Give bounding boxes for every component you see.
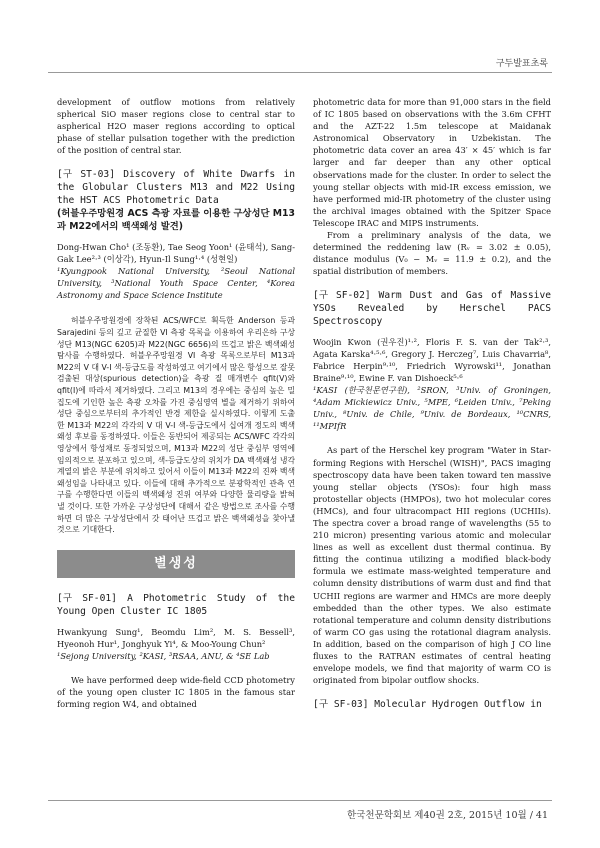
right-column <box>313 96 551 711</box>
header-rule <box>48 72 552 73</box>
st03-authors: Dong-Hwan Cho¹ (조동환), Tae Seog Yoon¹ (윤태석), Sang-Gak Lee²·³ (이상각), Hyun-Il Sung¹·⁴ (성현일) <box>57 242 295 265</box>
sf01-abstract-start: We have performed deep wide-field CCD photometry of the young open cluster IC 1805 in the famous star forming region W4, and obtained <box>57 674 295 709</box>
section-banner: 별생성 <box>57 550 295 578</box>
st03-affiliations: ¹Kyungpook National University, ²Seoul National University, ³National Youth Space Center, ⁴Korea Astronomy and Space Science Institute <box>57 266 295 301</box>
sf02-abstract: As part of the Herschel key program "Water in Star-forming Regions with Herschel (WISH)", PACS imaging spectroscopy data have been taken toward ten massive young stellar objects (YSOs): four high mass protostellar objects (HMPOs), two hot molecular cores (HMCs), and four ultracompact HII regions (UCHIIs). The spectra cover a broad range of wavelengths (55 to 210 micron) presenting various atomic and molecular lines as well as excellent dust thermal continua. By fitting the continua utilizing a modified black-body formula we estimate mass-weighted temperature and column density distributions of warm dust and find that UCHII regions are warmer and HMCs are more deeply embedded than the other types. We also estimate rotational temperature and column density distributions of warm CO gas using the rotational diagram analysis. In addition, based on the comparison of high J CO line fluxes to the RATRAN estimates of central heating envelope models, we find that majority of warm CO is originated from bipolar outflow shocks. <box>313 445 551 686</box>
page-footer: 한국천문학회보 제40권 2호, 2015년 10월 / 41 <box>347 810 548 821</box>
sf01-abstract-paragraph2: From a preliminary analysis of the data, we determined the reddening law (Rᵥ = 3.02 ± 0.05), distance modulus (V₀ − Mᵥ = 11.9 ± 0.2), and the spatial distribution of members. <box>313 230 551 277</box>
sf01-abstract-continued: photometric data for more than 91,000 stars in the field of IC 1805 based on observations with the 3.6m CFHT and the AZT-22 1.5m telescope at Maidanak Astronomical Observatory in Uzbekistan. The photometric data cover an area 43′ × 45′ which is far larger and far deeper than any other optical observations made for the cluster. In order to select the young stellar objects with mid-IR excess emission, we have performed mid-IR photometry of the cluster using the archival images obtained with the Spitzer Space Telescope IRAC and MIPS instruments. <box>313 97 551 228</box>
footer-rule <box>48 800 552 801</box>
sf01-affiliations: ¹Sejong University, ²KASI, ³RSAA, ANU, & ⁴SE Lab <box>57 650 270 661</box>
sf02-authors: Woojin Kwon (권우진)¹·², Floris F. S. van der Tak²·³, Agata Karska⁴·⁵·⁶, Gregory J. Herczeg⁷, Luis Chavarria⁸, Fabrice Herpin⁹·¹⁰, Friedrich Wyrowski¹¹, Jonathan Braine⁹·¹⁰, Ewine F. van Dishoeck⁵·⁶ <box>313 337 551 384</box>
st03-title: [구 ST-03] Discovery of White Dwarfs in the Globular Clusters M13 and M22 Using the HST ACS Photometric Data <box>57 169 295 207</box>
left-column <box>57 96 295 710</box>
st03-title-korean: (허블우주망원경 ACS 측광 자료를 이용한 구상성단 M13과 M22에서의 백색왜성 발견) <box>57 208 295 233</box>
st03-abstract: 허블우주망원경에 장착된 ACS/WFC로 획득한 Anderson 등과 Sarajedini 등의 깊고 균질한 VI 측광 목록을 이용하여 우리은하 구상성단 M13(NGC 6205)과 M22(NGC 6656)의 뜨겁고 밝은 백색왜성 탐사를 수행하였다. 허블우주망원경 VI 측광 목록으로부터 M13과 M22의 V 대 V-I 색-등급도를 작성하였고 여기에서 많은 항성으로 잘못 검출된 대상(spurious detection)을 측광 질 매개변수 qfit(V)와 qfit(I)에 따라서 제거하였다. 그리고 M13의 경우에는 중심의 높은 밀집도에 기인한 높은 측광 오차를 가진 중심영역 별을 제거하기 위하여 성단 중심으로부터의 추가적인 반경 제한을 실시하였다. 이렇게 도출한 M13과 M22의 각각의 V 대 V-I 색-등급도에서 십여개 정도의 백색왜성 후보를 동정하였다. 이들은 동반되어 제공되는 ACS/WFC 각각의 영상에서 항성채로 동정되었으며, M13과 M22의 성단 중심부 영역에 임의적으로 분포하고 있으며, 색-등급도상의 위치가 DA 백색왜성 냉각계열의 밝은 부분에 위치하고 있어서 이들이 M13과 M22의 진짜 백색왜성임을 나타내고 있다. 이들에 대해 추가적으로 분광학적인 관측 연구를 수행한다면 이들의 백색왜성 진위 여부와 다양한 물리량을 밝혀낼 것이다. 또한 가까운 구상성단에 대해서 같은 방법으로 조사를 수행하면 더 많은 구상성단에서 갓 태어난 뜨겁고 밝은 백색왜성을 찾아낼 것으로 기대한다. <box>57 316 295 535</box>
sf02-affiliations: ¹KASI (한국천문연구원), ²SRON, ³Univ. of Groningen, ⁴Adam Mickiewicz Univ., ⁵MPE, ⁶Leiden Univ., ⁷Peking Univ., ⁸Univ. de Chile, ⁹Univ. de Bordeaux, ¹⁰CNRS, ¹¹MPIfR <box>313 385 551 432</box>
sf01-authors: Hwankyung Sung¹, Beomdu Lim², M. S. Bessell³, Hyeonoh Hur¹, Jonghyuk Yi⁴, & Moo-Young Chun² <box>57 626 295 649</box>
continued-abstract: development of outflow motions from relatively spherical SiO maser regions close to central star to aspherical H2O maser regions according to optical phase of stellar pulsation together with the prediction of the position of central star. <box>57 97 295 156</box>
sf03-title: [구 SF-03] Molecular Hydrogen Outflow in <box>313 699 542 711</box>
section-label: 구두발표초록 <box>495 59 548 69</box>
sf02-title: [구 SF-02] Warm Dust and Gas of Massive YSOs Revealed by Herschel PACS Spectroscopy <box>313 290 551 328</box>
sf01-title: [구 SF-01] A Photometric Study of the Young Open Cluster IC 1805 <box>57 592 295 617</box>
